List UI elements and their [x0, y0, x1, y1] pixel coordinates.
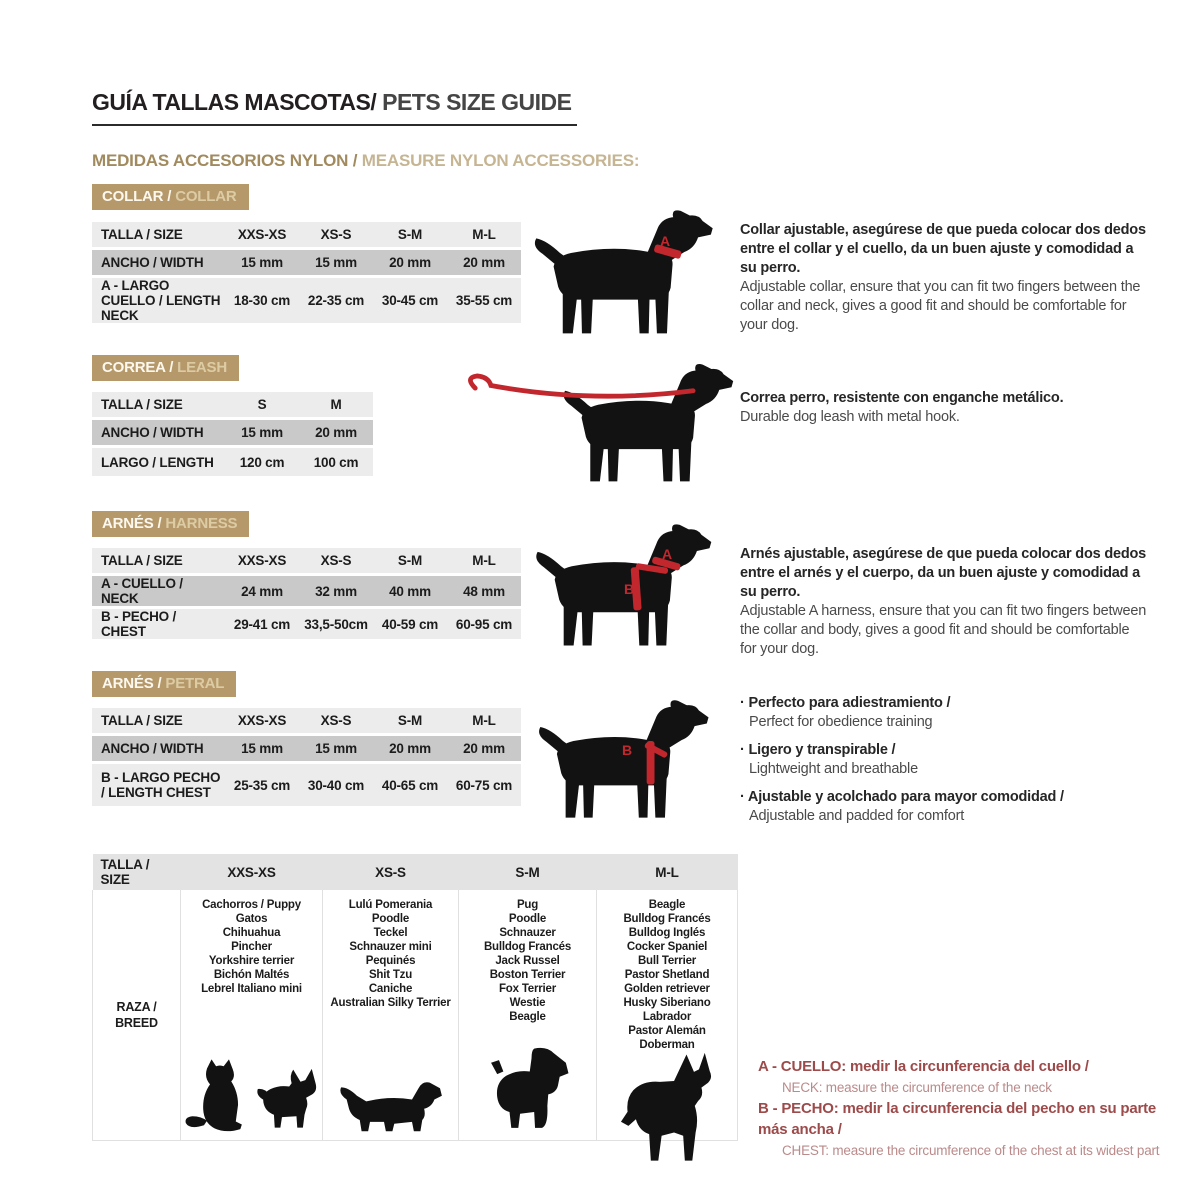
- row-label: ANCHO / WIDTH: [92, 736, 225, 761]
- breeds-col-header: XXS-XS: [181, 854, 323, 890]
- petral-badge-es: ARNÉS /: [102, 675, 166, 692]
- feature-es: · Ligero y transpirable /: [740, 742, 895, 758]
- size-col: S: [225, 392, 299, 417]
- size-col: S-M: [373, 548, 447, 573]
- breeds-row-label: RAZA / BREED: [93, 890, 181, 1141]
- value-cell: 20 mm: [373, 736, 447, 761]
- silhouette-row: [324, 1078, 457, 1139]
- breed-list: [324, 891, 457, 1010]
- cat-icon: [182, 1056, 243, 1134]
- size-col: M-L: [447, 708, 521, 733]
- breeds-cell-xs-s: [323, 890, 459, 1141]
- value-cell: 25-35 cm: [225, 764, 299, 806]
- size-col: XS-S: [299, 708, 373, 733]
- size-col: M: [299, 392, 373, 417]
- silhouette-row: [460, 1046, 595, 1139]
- collar-description: [740, 221, 1148, 335]
- feature-es: · Perfecto para adiestramiento /: [740, 695, 950, 711]
- breed-item: Bull Terrier: [637, 955, 697, 967]
- note-chest-en: CHEST: measure the circumference of the chest at its widest part: [782, 1143, 1160, 1158]
- breed-item: Bulldog Inglés: [628, 927, 706, 939]
- value-cell: 18-30 cm: [225, 278, 299, 323]
- breed-item: Schnauzer mini: [349, 941, 432, 953]
- value-cell: 30-40 cm: [299, 764, 373, 806]
- value-cell: 40-65 cm: [373, 764, 447, 806]
- value-cell: 40-59 cm: [373, 609, 447, 639]
- row-label: A - CUELLO / NECK: [92, 576, 225, 606]
- breed-item: Bichón Maltés: [213, 969, 290, 981]
- harness-size-table: [92, 545, 521, 642]
- petral-marker-b: B: [622, 742, 633, 758]
- breed-item: Fox Terrier: [498, 983, 557, 995]
- breed-item: Schnauzer: [499, 927, 556, 939]
- value-cell: 20 mm: [447, 250, 521, 275]
- measuring-notes: [758, 1056, 1188, 1161]
- breed-item: Pastor Shetland: [624, 969, 710, 981]
- breed-item: Pequinés: [365, 955, 416, 967]
- leash-description: [740, 389, 1148, 427]
- size-col: XXS-XS: [225, 548, 299, 573]
- breed-list: [598, 891, 736, 1052]
- leash-badge-en: LEASH: [177, 359, 227, 376]
- feature-es: · Ajustable y acolchado para mayor comodidad /: [740, 789, 1064, 805]
- breed-item: Boston Terrier: [489, 969, 566, 981]
- breed-item: Caniche: [368, 983, 413, 995]
- size-col: S-M: [373, 708, 447, 733]
- breeds-cell-s-m: [459, 890, 597, 1141]
- dog-with-chest-harness-icon: [528, 700, 720, 822]
- feature-item: [740, 788, 1160, 826]
- page-title-es: GUÍA TALLAS MASCOTAS/: [92, 89, 377, 116]
- harness-description-es: Arnés ajustable, asegúrese de que pueda colocar dos dedos entre el arnés y el cuerpo, da un buen ajuste y comodidad a su perro.: [740, 546, 1147, 600]
- value-cell: 60-75 cm: [447, 764, 521, 806]
- harness-marker-b: B: [624, 581, 635, 597]
- size-label-cell: TALLA / SIZE: [92, 708, 225, 733]
- collar-badge-en: COLLAR: [175, 188, 237, 205]
- row-label: B - PECHO / CHEST: [92, 609, 225, 639]
- feature-en: Adjustable and padded for comfort: [749, 808, 965, 824]
- breed-item: Poodle: [508, 913, 547, 925]
- breed-item: Lulú Pomerania: [348, 899, 433, 911]
- size-col: XXS-XS: [225, 222, 299, 247]
- leash-size-table: [92, 389, 373, 479]
- collar-size-table: [92, 219, 521, 326]
- breeds-cell-m-l: [597, 890, 738, 1141]
- value-cell: 40 mm: [373, 576, 447, 606]
- breed-list: [182, 891, 321, 996]
- breeds-col-header: M-L: [597, 854, 738, 890]
- petral-feature-list: [740, 694, 1160, 835]
- feature-item: [740, 694, 1160, 732]
- row-label: A - LARGO CUELLO / LENGTH NECK: [92, 278, 225, 323]
- breed-item: Cocker Spaniel: [626, 941, 708, 953]
- size-col: XXS-XS: [225, 708, 299, 733]
- size-col: XS-S: [299, 548, 373, 573]
- size-label-cell: TALLA / SIZE: [92, 392, 225, 417]
- value-cell: 48 mm: [447, 576, 521, 606]
- collar-description-en: Adjustable collar, ensure that you can fit two fingers between the collar and neck, gives a good fit and should be comfortable for your dog.: [740, 279, 1141, 333]
- value-cell: 20 mm: [373, 250, 447, 275]
- value-cell: 22-35 cm: [299, 278, 373, 323]
- breed-item: Husky Siberiano: [623, 997, 711, 1009]
- breed-item: Jack Russel: [495, 955, 560, 967]
- petral-size-table: [92, 705, 521, 809]
- value-cell: 35-55 cm: [447, 278, 521, 323]
- value-cell: 20 mm: [299, 420, 373, 445]
- breed-item: Beagle: [648, 899, 686, 911]
- leash-badge: [92, 355, 239, 381]
- breed-item: Pastor Alemán: [628, 1025, 706, 1037]
- value-cell: 100 cm: [299, 448, 373, 476]
- leash-badge-es: CORREA /: [102, 359, 178, 376]
- page-subtitle: [92, 151, 639, 171]
- value-cell: 30-45 cm: [373, 278, 447, 323]
- breed-item: Pug: [516, 899, 539, 911]
- breed-item: Beagle: [509, 1011, 546, 1023]
- petral-badge: [92, 671, 236, 697]
- value-cell: 15 mm: [225, 736, 299, 761]
- size-col: M-L: [447, 548, 521, 573]
- harness-description-en: Adjustable A harness, ensure that you can fit two fingers between the collar and body, gives a good fit and should be comfortable for your dog.: [740, 603, 1147, 657]
- doberman-icon: [615, 1052, 719, 1164]
- breed-item: Gatos: [235, 913, 268, 925]
- breeds-col-header: S-M: [459, 854, 597, 890]
- breed-item: Shit Tzu: [368, 969, 413, 981]
- value-cell: 15 mm: [225, 250, 299, 275]
- dog-silhouette-icon: [528, 210, 720, 338]
- breed-item: Chihuahua: [222, 927, 281, 939]
- collar-dog-illustration: [528, 210, 720, 338]
- breed-item: Labrador: [642, 1011, 692, 1023]
- breed-item: Australian Silky Terrier: [330, 997, 451, 1009]
- breed-item: Golden retriever: [624, 983, 710, 995]
- breed-item: Pincher: [231, 941, 272, 953]
- breed-item: Bulldog Francés: [483, 941, 572, 953]
- note-neck-es: A - CUELLO: medir la circunferencia del cuello /: [758, 1058, 1089, 1075]
- page-title: [92, 89, 577, 126]
- breed-item: Poodle: [371, 913, 410, 925]
- row-label: ANCHO / WIDTH: [92, 420, 225, 445]
- breed-item: Doberman: [639, 1039, 695, 1051]
- leash-description-es: Correa perro, resistente con enganche metálico.: [740, 390, 1064, 406]
- dog-with-leash-icon: [455, 362, 743, 484]
- page-subtitle-en: MEASURE NYLON ACCESSORIES:: [361, 151, 640, 171]
- harness-badge-en: HARNESS: [165, 515, 238, 532]
- breeds-col-header: XS-S: [323, 854, 459, 890]
- size-col: XS-S: [299, 222, 373, 247]
- value-cell: 60-95 cm: [447, 609, 521, 639]
- row-label: ANCHO / WIDTH: [92, 250, 225, 275]
- harness-badge-es: ARNÉS /: [102, 515, 166, 532]
- value-cell: 15 mm: [299, 736, 373, 761]
- breed-item: Bulldog Francés: [623, 913, 711, 925]
- breeds-table: [92, 854, 738, 1141]
- value-cell: 29-41 cm: [225, 609, 299, 639]
- size-label-cell: TALLA / SIZE: [92, 222, 225, 247]
- petral-dog-illustration: [528, 700, 720, 822]
- size-col: M-L: [447, 222, 521, 247]
- note-chest-es: B - PECHO: medir la circunferencia del pecho en su parte más ancha /: [758, 1100, 1157, 1138]
- harness-marker-a: A: [662, 546, 673, 562]
- harness-badge: [92, 511, 249, 537]
- row-label: LARGO / LENGTH: [92, 448, 225, 476]
- size-col: S-M: [373, 222, 447, 247]
- page-subtitle-es: MEDIDAS ACCESORIOS NYLON /: [92, 151, 362, 171]
- breeds-cell-xxs-xs: [181, 890, 323, 1141]
- size-label-cell: TALLA / SIZE: [92, 548, 225, 573]
- feature-en: Perfect for obedience training: [749, 714, 933, 730]
- silhouette-row: [598, 1052, 736, 1169]
- harness-description: [740, 545, 1148, 659]
- schnauzer-icon: [484, 1046, 572, 1134]
- breeds-size-label: TALLA / SIZE: [93, 854, 181, 890]
- value-cell: 24 mm: [225, 576, 299, 606]
- leash-description-en: Durable dog leash with metal hook.: [740, 409, 960, 425]
- breed-list: [460, 891, 595, 1024]
- row-label: B - LARGO PECHO / LENGTH CHEST: [92, 764, 225, 806]
- petral-badge-en: PETRAL: [165, 675, 225, 692]
- value-cell: 15 mm: [299, 250, 373, 275]
- value-cell: 20 mm: [447, 736, 521, 761]
- collar-marker-a: A: [660, 233, 671, 249]
- collar-badge-es: COLLAR /: [102, 188, 176, 205]
- breed-item: Yorkshire terrier: [208, 955, 295, 967]
- breed-item: Teckel: [373, 927, 408, 939]
- leash-dog-illustration: [455, 362, 743, 484]
- value-cell: 32 mm: [299, 576, 373, 606]
- chihuahua-icon: [253, 1064, 321, 1134]
- value-cell: 15 mm: [225, 420, 299, 445]
- value-cell: 33,5-50cm: [299, 609, 373, 639]
- breed-item: Westie: [509, 997, 546, 1009]
- collar-badge: [92, 184, 249, 210]
- note-neck-en: NECK: measure the circumference of the neck: [782, 1080, 1052, 1095]
- feature-item: [740, 741, 1160, 779]
- breed-item: Lebrel Italiano mini: [201, 983, 302, 995]
- page-title-en: PETS SIZE GUIDE: [376, 89, 572, 116]
- silhouette-row: [182, 1056, 321, 1139]
- feature-en: Lightweight and breathable: [749, 761, 918, 777]
- value-cell: 120 cm: [225, 448, 299, 476]
- breed-item: Cachorros / Puppy: [202, 899, 301, 911]
- dachshund-icon: [337, 1078, 445, 1134]
- collar-description-es: Collar ajustable, asegúrese de que pueda colocar dos dedos entre el collar y el cuello, da un buen ajuste y comodidad a su perro.: [740, 222, 1146, 276]
